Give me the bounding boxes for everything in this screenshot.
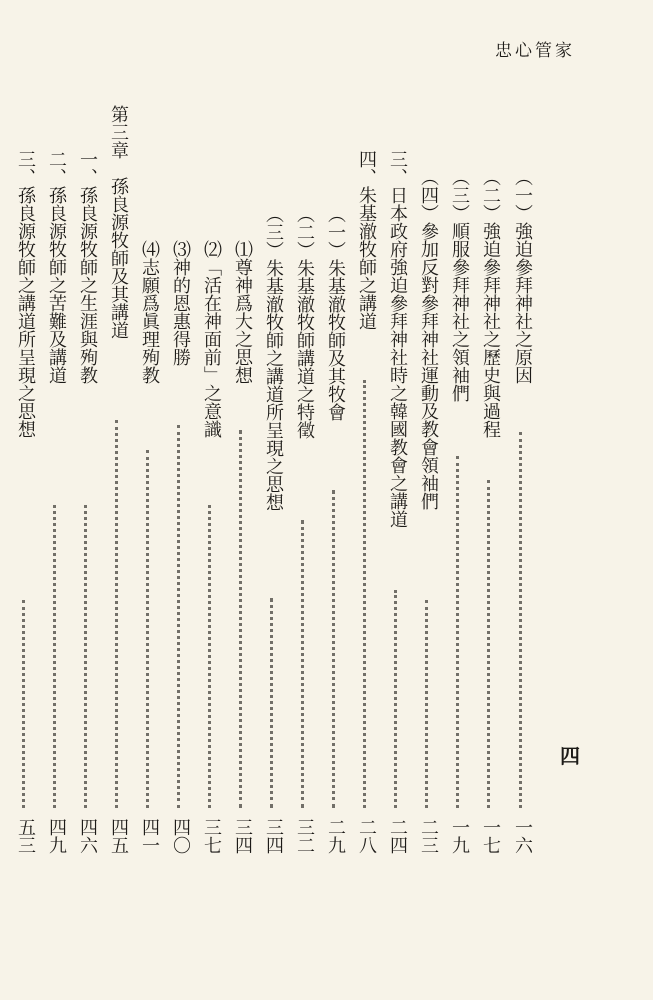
toc-entry-title: 三、孫良源牧師之講道所呈現之思想	[15, 150, 36, 438]
toc-leader-dots	[301, 520, 326, 808]
page-number-marker: 四	[560, 744, 580, 768]
toc-entry-title: 四、朱基澈牧師之講道	[356, 150, 377, 330]
toc-page-number: 三二	[294, 818, 315, 854]
toc-page-number: 二九	[325, 818, 346, 854]
toc-entry-title: （四）參加反對參拜神社運動及教會領袖們	[418, 168, 439, 510]
toc-entry-title: ⑵「活在神面前」之意識	[201, 240, 222, 438]
toc-entry-title: （一）強迫參拜神社之原因	[512, 168, 533, 384]
toc-page-number: 二三	[418, 818, 439, 854]
toc-page-number: 三七	[201, 818, 222, 854]
toc-page-number: 一九	[449, 818, 470, 854]
toc-entry-title: （三）順服參拜神社之領袖們	[449, 168, 470, 402]
toc-leader-dots	[425, 600, 450, 808]
book-title: 忠心管家	[495, 41, 575, 61]
toc-entry-title: 二、孫良源牧師之苦難及講道	[46, 150, 67, 384]
toc-page-number: 一六	[512, 818, 533, 854]
toc-page-number: 三四	[232, 818, 253, 854]
toc-leader-dots	[456, 456, 481, 808]
toc-entry-title: ⑷志願爲眞理殉教	[139, 240, 160, 384]
toc-leader-dots	[239, 430, 264, 808]
toc-entry-title: 第三章 孫良源牧師及其講道	[108, 105, 129, 339]
toc-leader-dots	[270, 598, 295, 808]
toc-leader-dots	[146, 450, 171, 808]
toc-page-number: 四九	[46, 818, 67, 854]
toc-entry-title: （二）強迫參拜神社之歷史與過程	[480, 168, 501, 438]
toc-entry-title: （二）朱基澈牧師講道之特徵	[294, 205, 315, 439]
toc-entry-title: （一）朱基澈牧師及其牧會	[325, 205, 346, 421]
toc-page-number: 三四	[263, 818, 284, 854]
toc-leader-dots	[394, 590, 419, 808]
toc-page-number: 二八	[356, 818, 377, 854]
toc-page-number: 四六	[77, 818, 98, 854]
toc-page-number: 二四	[387, 818, 408, 854]
toc-page-number: 四一	[139, 818, 160, 854]
toc-leader-dots	[332, 490, 357, 808]
toc-entry-title: 三、日本政府強迫參拜神社時之韓國教會之講道	[387, 150, 408, 528]
toc-leader-dots	[115, 420, 140, 808]
toc-page-number: 四〇	[170, 818, 191, 854]
toc-page-number: 五三	[15, 818, 36, 854]
toc-entry-title: ⑶神的恩惠得勝	[170, 240, 191, 366]
toc-page-number: 一七	[480, 818, 501, 854]
toc-page-number: 四五	[108, 818, 129, 854]
toc-entry-title: ⑴尊神爲大之思想	[232, 240, 253, 384]
toc-leader-dots	[177, 425, 202, 808]
toc-leader-dots	[53, 505, 78, 808]
toc-leader-dots	[519, 432, 544, 808]
toc-leader-dots	[22, 600, 47, 808]
toc-entry-title: 一、孫良源牧師之生涯與殉教	[77, 150, 98, 384]
toc-leader-dots	[363, 380, 388, 808]
toc-leader-dots	[208, 505, 233, 808]
toc-leader-dots	[487, 480, 512, 808]
toc-leader-dots	[84, 505, 109, 808]
toc-entry-title: （三）朱基澈牧師之講道所呈現之思想	[263, 205, 284, 511]
